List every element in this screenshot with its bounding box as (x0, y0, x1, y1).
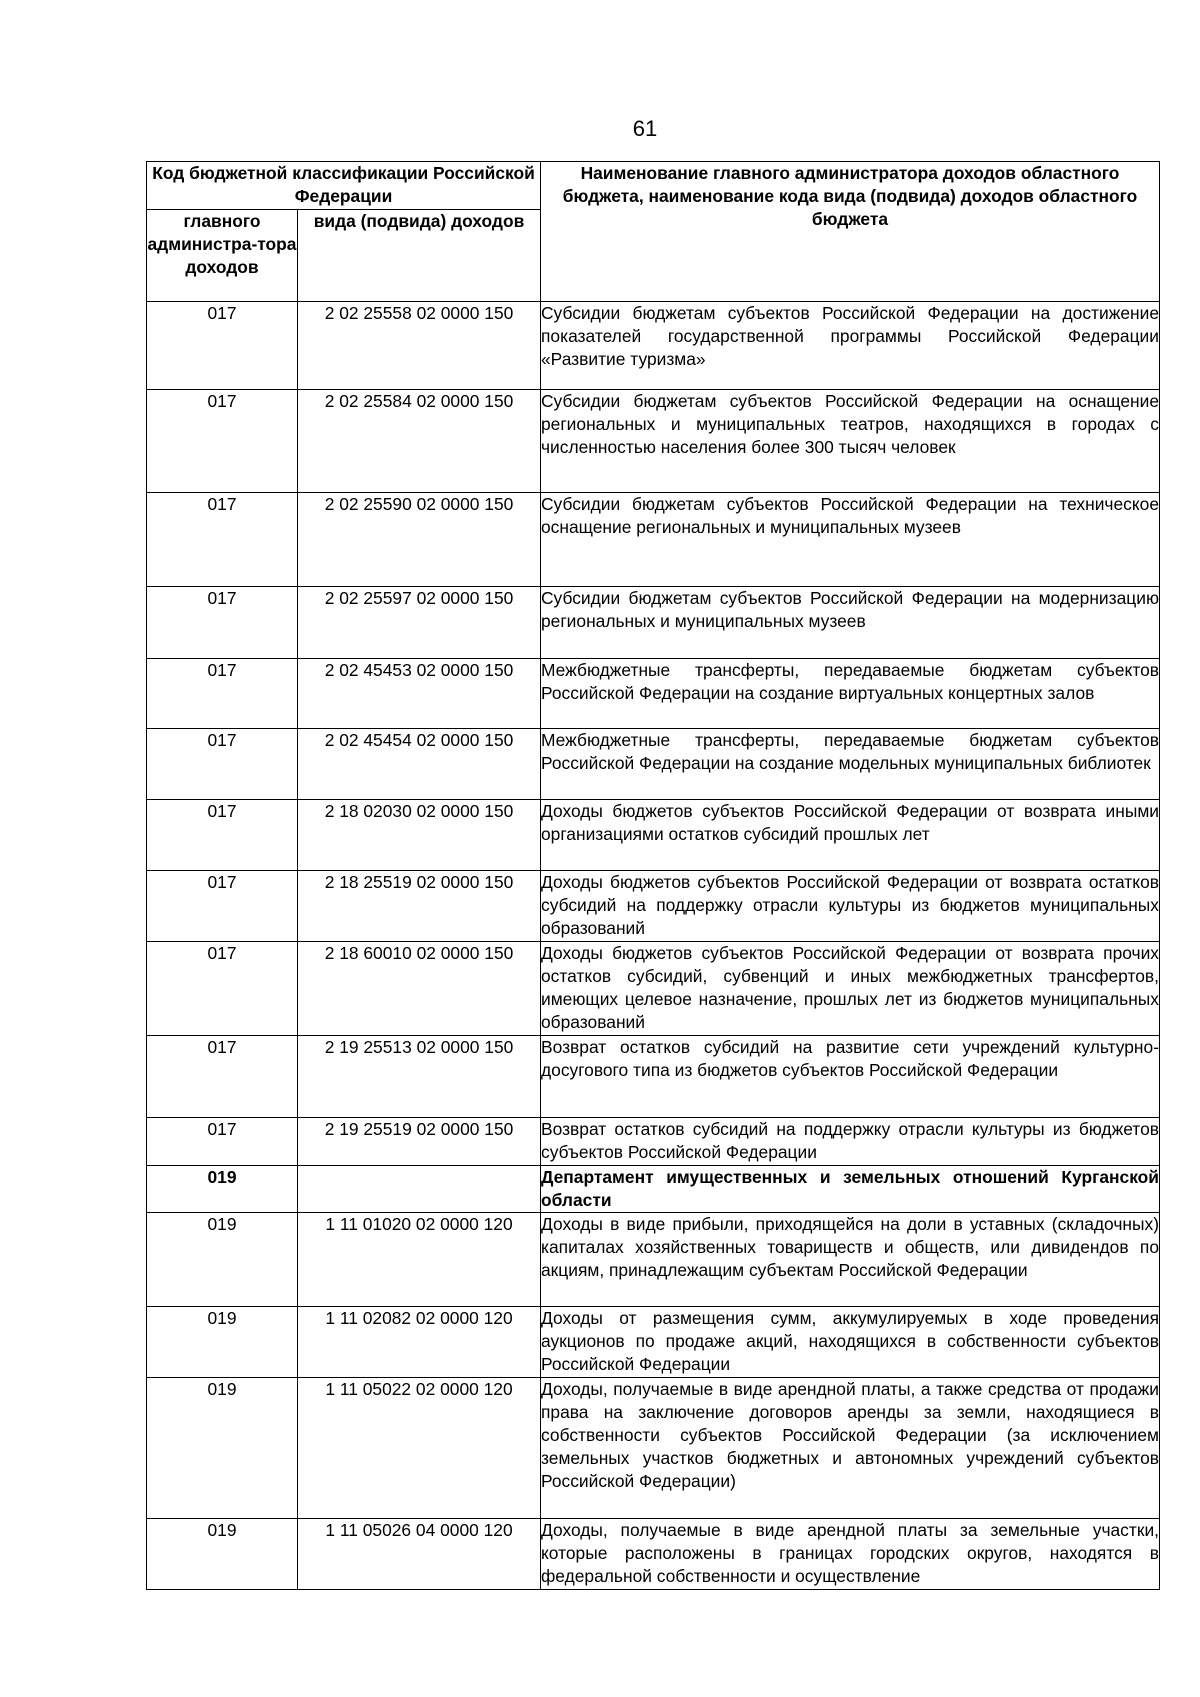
table-row (147, 1036, 1160, 1118)
income-code-cell: 2 18 60010 02 0000 150 (298, 942, 541, 1036)
table-row (147, 729, 1160, 800)
income-code-cell: 1 11 02082 02 0000 120 (298, 1307, 541, 1378)
income-code-cell: 2 19 25519 02 0000 150 (298, 1118, 541, 1166)
income-name-cell: Субсидии бюджетам субъектов Российской Федерации на достижение показателей государственной программы Российской Федерации «Развитие туризма» (541, 302, 1160, 390)
income-name-cell: Возврат остатков субсидий на поддержку отрасли культуры из бюджетов субъектов Российской Федерации (541, 1118, 1160, 1166)
table-row (147, 871, 1160, 942)
table-row (147, 659, 1160, 729)
income-code-cell: 2 02 45454 02 0000 150 (298, 729, 541, 800)
admin-code-cell: 019 (147, 1166, 298, 1213)
table-row (147, 302, 1160, 390)
header-budget-code-group: Код бюджетной классификации Российской Федерации (147, 162, 541, 210)
income-code-cell: 2 02 25597 02 0000 150 (298, 587, 541, 659)
header-code-column: вида (подвида) доходов (298, 210, 541, 302)
table-row (147, 390, 1160, 493)
admin-code-cell: 019 (147, 1213, 298, 1307)
table-row (147, 1307, 1160, 1378)
admin-code-cell: 019 (147, 1378, 298, 1519)
admin-code-cell: 017 (147, 800, 298, 871)
table-row (147, 1213, 1160, 1307)
income-name-cell: Субсидии бюджетам субъектов Российской Федерации на техническое оснащение региональных и муниципальных музеев (541, 493, 1160, 587)
income-name-cell: Межбюджетные трансферты, передаваемые бюджетам субъектов Российской Федерации на создание виртуальных концертных залов (541, 659, 1160, 729)
income-code-cell: 2 18 25519 02 0000 150 (298, 871, 541, 942)
income-name-cell: Доходы бюджетов субъектов Российской Федерации от возврата иными организациями остатков субсидий прошлых лет (541, 800, 1160, 871)
income-code-cell: 1 11 05026 04 0000 120 (298, 1519, 541, 1590)
table-row (147, 1118, 1160, 1166)
administrator-name-cell: Департамент имущественных и земельных отношений Курганской области (541, 1166, 1160, 1213)
page-number: 61 (632, 116, 658, 141)
admin-code-cell: 017 (147, 1036, 298, 1118)
admin-code-cell: 019 (147, 1307, 298, 1378)
admin-code-cell: 017 (147, 587, 298, 659)
table-row-section-header (147, 1166, 1160, 1213)
income-name-cell: Субсидии бюджетам субъектов Российской Федерации на оснащение региональных и муниципальных театров, находящихся в городах с численностью населения более 300 тысяч человек (541, 390, 1160, 493)
table-row (147, 493, 1160, 587)
income-name-cell: Доходы бюджетов субъектов Российской Федерации от возврата прочих остатков субсидий, субвенций и иных межбюджетных трансфертов, имеющих целевое назначение, прошлых лет из бюджетов муниципальных образований (541, 942, 1160, 1036)
income-name-cell: Доходы, получаемые в виде арендной платы за земельные участки, которые расположены в границах городских округов, находятся в федеральной собственности и осуществление (541, 1519, 1160, 1590)
income-code-cell: 1 11 05022 02 0000 120 (298, 1378, 541, 1519)
header-name-column: Наименование главного администратора доходов областного бюджета, наименование кода вида (подвида) доходов областного бюджета (541, 162, 1160, 302)
table-row (147, 1378, 1160, 1519)
table-row (147, 800, 1160, 871)
income-code-cell (298, 1166, 541, 1213)
income-code-cell: 2 02 25590 02 0000 150 (298, 493, 541, 587)
admin-code-cell: 017 (147, 390, 298, 493)
income-code-cell: 2 02 45453 02 0000 150 (298, 659, 541, 729)
table-row (147, 1519, 1160, 1590)
admin-code-cell: 017 (147, 942, 298, 1036)
income-name-cell: Возврат остатков субсидий на развитие сети учреждений культурно-досугового типа из бюджетов субъектов Российской Федерации (541, 1036, 1160, 1118)
income-name-cell: Доходы, получаемые в виде арендной платы, а также средства от продажи права на заключение договоров аренды за земли, находящиеся в собственности субъектов Российской Федерации (за исключением земельных участков бюджетных и автономных учреждений субъектов Российской Федерации) (541, 1378, 1160, 1519)
income-code-cell: 2 18 02030 02 0000 150 (298, 800, 541, 871)
admin-code-cell: 017 (147, 1118, 298, 1166)
admin-code-cell: 017 (147, 493, 298, 587)
header-admin-column: главного администра-тора доходов (147, 210, 298, 302)
budget-classification-table (146, 161, 1160, 1590)
income-name-cell: Доходы бюджетов субъектов Российской Федерации от возврата остатков субсидий на поддержку отрасли культуры из бюджетов муниципальных образований (541, 871, 1160, 942)
income-name-cell: Доходы от размещения сумм, аккумулируемых в ходе проведения аукционов по продаже акций, находящихся в собственности субъектов Российской Федерации (541, 1307, 1160, 1378)
admin-code-cell: 017 (147, 729, 298, 800)
admin-code-cell: 017 (147, 302, 298, 390)
income-name-cell: Доходы в виде прибыли, приходящейся на доли в уставных (складочных) капиталах хозяйственных товариществ и обществ, или дивидендов по акциям, принадлежащим субъектам Российской Федерации (541, 1213, 1160, 1307)
income-name-cell: Межбюджетные трансферты, передаваемые бюджетам субъектов Российской Федерации на создание модельных муниципальных библиотек (541, 729, 1160, 800)
table-row (147, 942, 1160, 1036)
admin-code-cell: 017 (147, 659, 298, 729)
admin-code-cell: 019 (147, 1519, 298, 1590)
income-code-cell: 2 02 25558 02 0000 150 (298, 302, 541, 390)
income-code-cell: 2 02 25584 02 0000 150 (298, 390, 541, 493)
table-row (147, 587, 1160, 659)
admin-code-cell: 017 (147, 871, 298, 942)
income-name-cell: Субсидии бюджетам субъектов Российской Федерации на модернизацию региональных и муниципальных музеев (541, 587, 1160, 659)
income-code-cell: 2 19 25513 02 0000 150 (298, 1036, 541, 1118)
income-code-cell: 1 11 01020 02 0000 120 (298, 1213, 541, 1307)
